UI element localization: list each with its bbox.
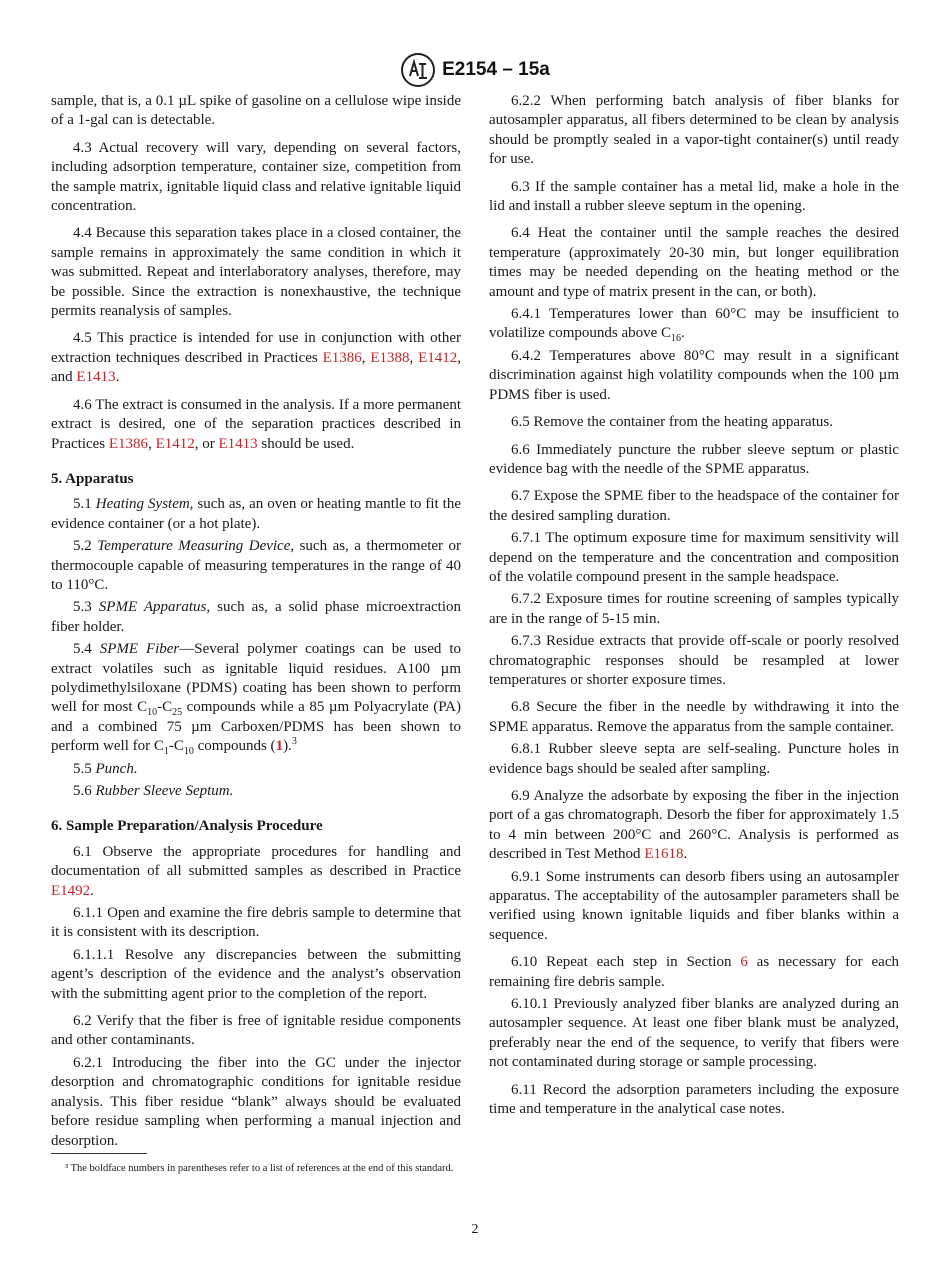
section-6-10: 6.10 Repeat each step in Section 6 as necessary for each remaining fire debris sample. (489, 954, 899, 990)
section-6-6: 6.6 Immediately puncture the rubber sleeve septum or plastic evidence bag with the needle of the SPME apparatus. (489, 441, 899, 477)
section-6-2-1: 6.2.1 Introducing the fiber into the GC under the injector desorption and chromatographic conditions for ignitable residue analysis. This fiber residue “blank” always should be evaluated before residue sampling when performing a manual injection and desorption. (51, 1054, 461, 1149)
link-section-6[interactable]: 6 (740, 954, 748, 971)
section-6-10-1: 6.10.1 Previously analyzed fiber blanks are analyzed during an autosampler sequence. At least one fiber blank must be analyzed, preferably near the end of the sequence, to verify that fibers were not contaminated during storage or sample processing. (489, 996, 899, 1071)
footnote-text: ³ The boldface numbers in parentheses refer to a list of references at the end of this standard. (65, 1163, 454, 1174)
page-header (0, 52, 950, 88)
reference-link-1[interactable]: 1 (275, 738, 284, 755)
link-e1413[interactable]: E1413 (218, 435, 258, 452)
section-5-1: 5.1 Heating System, such as, an oven or heating mantle to fit the evidence container (or a hot plate). (51, 496, 462, 532)
link-e1413[interactable]: E1413 (76, 369, 116, 386)
section-6-8: 6.8 Secure the fiber in the needle by withdrawing it into the SPME apparatus. Remove the apparatus from the sample container. (489, 699, 899, 735)
link-e1618[interactable]: E1618 (644, 846, 684, 863)
section-6-5: 6.5 Remove the container from the heating apparatus. (511, 414, 833, 431)
section-6-1: 6.1 Observe the appropriate procedures for handling and documentation of all submitted samples as described in Practice E1492. (51, 843, 461, 899)
link-e1412[interactable]: E1412 (155, 435, 195, 452)
right-column (489, 92, 899, 1128)
link-e1412[interactable]: E1412 (418, 349, 458, 366)
section-6-7-1: 6.7.1 The optimum exposure time for maximum sensitivity will depend on the temperature and the concentration and composition of the volatile compound present in the sample headspace. (489, 530, 899, 585)
footnote (51, 1162, 461, 1176)
left-column (51, 92, 461, 1154)
page-number: 2 (471, 1222, 479, 1237)
heading-apparatus: 5. Apparatus (51, 470, 134, 487)
section-6-7-2: 6.7.2 Exposure times for routine screening of samples typically are in the range of 5-15 min. (489, 591, 899, 627)
link-e1492[interactable]: E1492 (51, 882, 91, 899)
link-e1386[interactable]: E1386 (322, 349, 362, 366)
section-4-4: 4.4 Because this separation takes place in a closed container, the sample remains in approximately the same condition in which it was submitted. Repeat and interlaboratory analyses, therefore, may be possible. Since the extraction is nonexhaustive, the technique permits reanalysis of samples. (51, 225, 461, 320)
section-6-4-1: 6.4.1 Temperatures lower than 60°C may be insufficient to volatilize compounds above $C_{16}$. (489, 306, 899, 345)
paragraph-continued: sample, that is, a 0.1 µL spike of gasoline on a cellulose wipe inside of a 1-gal can is detectable. (51, 93, 461, 129)
section-6-1-1: 6.1.1 Open and examine the fire debris sample to determine that it is consistent with its description. (51, 905, 461, 941)
astm-logo-icon (400, 52, 436, 88)
section-6-2-2: 6.2.2 When performing batch analysis of fiber blanks for autosampler apparatus, all fibers determined to be clean by analysis should be promptly sealed in a vapor-tight container(s) until ready for use. (489, 93, 899, 168)
section-6-8-1: 6.8.1 Rubber sleeve septa are self-sealing. Puncture holes in evidence bags should be sealed after sampling. (489, 741, 899, 777)
link-e1386[interactable]: E1386 (108, 435, 149, 452)
footnote-marker: 3 (291, 736, 297, 748)
section-6-11: 6.11 Record the adsorption parameters including the exposure time and temperature in the analytical case notes. (489, 1081, 899, 1118)
section-6-9: 6.9 Analyze the adsorbate by exposing the fiber in the injection port of a gas chromatograph. Desorb the fiber for approximately 1.5 to 4 min between 200°C and 260°C. Analysis is performed as described in Test Method E1618. (489, 788, 899, 863)
section-6-7-3: 6.7.3 Residue extracts that provide off-scale or poorly resolved chromatographic responses should be resampled at lower temperatures or shorter exposure times. (489, 633, 899, 688)
heading-sample-preparation: 6. Sample Preparation/Analysis Procedure (51, 818, 323, 835)
section-4-3: 4.3 Actual recovery will vary, depending on several factors, including adsorption temperature, container size, competition from the sample matrix, ignitable liquid class and relative ignitable liquid concentration. (51, 139, 461, 215)
section-5-2: 5.2 Temperature Measuring Device, such as, a thermometer or thermocouple capable of measuring temperatures in the range of 40 to 110°C. (51, 538, 462, 593)
section-5-3: 5.3 SPME Apparatus, such as, a solid phase microextraction fiber holder. (51, 599, 461, 635)
section-6-9-1: 6.9.1 Some instruments can desorb fibers using an autosampler apparatus. The acceptability of the autosampler parameters shall be verified using known ignitable liquids and fiber blanks within a sequence. (489, 868, 899, 943)
footnote-divider (51, 1153, 147, 1154)
section-6-4: 6.4 Heat the container until the sample reaches the desired temperature (approximately 20-30 min, but longer equilibration times may be needed depending on the heating method or the amount and type of matrix present in the can, or both). (489, 225, 899, 300)
section-5-4: 5.4 SPME Fiber—Several polymer coatings can be used to extract volatiles such as ignitable liquid residues. A100 µm polydimethylsiloxane (PDMS) coating has been shown to perform well for most $C_{10}-C_{25}$ compounds while a 85 µm Polyacrylate (PA) and a combined 75 µm Carboxen/PDMS has been shown to perform well for $C_1-C_{10}$ compounds (1).$^3$ (51, 641, 461, 758)
section-6-4-2: 6.4.2 Temperatures above 80°C may result in a significant discrimination against high volatility compounds when the 100 µm PDMS fiber is used. (489, 347, 899, 403)
section-5-6: 5.6 Rubber Sleeve Septum. (73, 783, 234, 799)
section-6-2: 6.2 Verify that the fiber is free of ignitable residue components and other contaminants. (51, 1013, 461, 1049)
section-5-5: 5.5 Punch. (73, 760, 138, 777)
section-6-7: 6.7 Expose the SPME fiber to the headspace of the container for the desired sampling duration. (489, 488, 899, 524)
section-6-3: 6.3 If the sample container has a metal lid, make a hole in the lid and install a rubber sleeve septum in the opening. (489, 178, 899, 215)
section-6-1-1-1: 6.1.1.1 Resolve any discrepancies between the submitting agent’s description of the evidence and the analyst’s observation with the submitting agent prior to the completion of the report. (51, 946, 461, 1002)
section-4-6: 4.6 The extract is consumed in the analysis. If a more permanent extract is desired, one of the separation practices described in Practices E1386, E1412, or E1413 should be used. (51, 396, 461, 452)
document-id: E2154 – 15a (442, 59, 550, 80)
section-4-5: 4.5 This practice is intended for use in conjunction with other extraction techniques described in Practices E1386, E1388, E1412, and E1413. (51, 330, 462, 386)
link-e1388[interactable]: E1388 (370, 349, 410, 366)
